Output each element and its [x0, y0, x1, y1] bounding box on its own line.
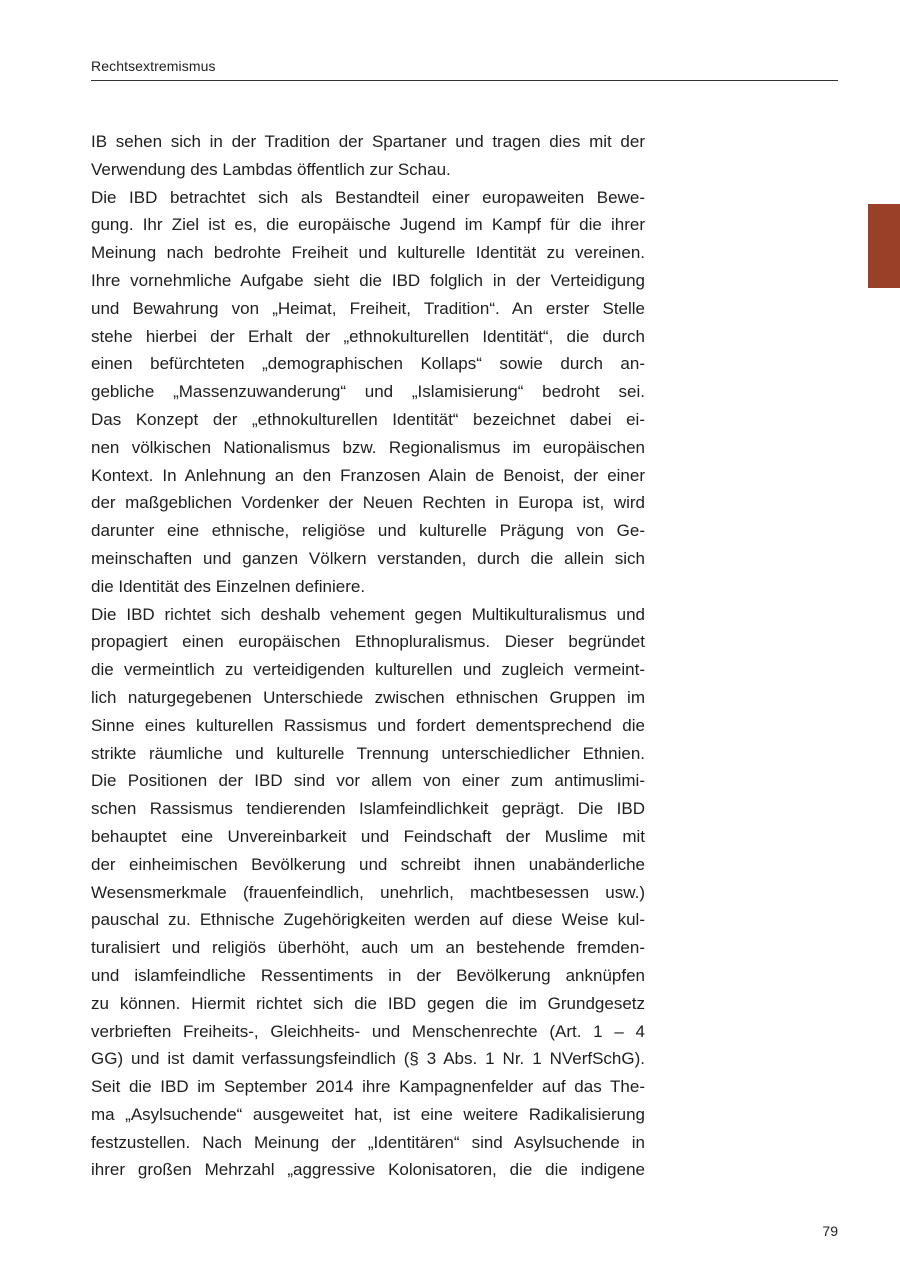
text-line: strikte räumliche und kulturelle Trennung unterschiedlicher Ethnien. — [91, 743, 645, 763]
text-line: Ihre vornehmliche Aufgabe sieht die IBD folglich in der Verteidigung — [91, 270, 645, 290]
text-line: Die IBD richtet sich deshalb vehement gegen Multikulturalismus und — [91, 604, 645, 624]
text-line: die vermeintlich zu verteidigenden kulturellen und zugleich vermeint- — [91, 660, 645, 680]
text-line: meinschaften und ganzen Völkern verstanden, durch die allein sich — [91, 548, 645, 568]
text-line: einen befürchteten „demographischen Kollaps“ sowie durch an- — [91, 354, 645, 374]
text-line: ma „Asylsuchende“ ausgeweitet hat, ist eine weitere Radikalisierung — [91, 1104, 645, 1124]
text-line: behauptet eine Unvereinbarkeit und Feindschaft der Muslime mit — [91, 826, 645, 846]
text-line: gung. Ihr Ziel ist es, die europäische Jugend im Kampf für die ihrer — [91, 215, 645, 235]
text-line: und Bewahrung von „Heimat, Freiheit, Tradition“. An erster Stelle — [91, 298, 645, 318]
text-line: Die Positionen der IBD sind vor allem von einer zum antimuslimi- — [91, 771, 645, 791]
body-text — [91, 128, 645, 1184]
text-line: zu können. Hiermit richtet sich die IBD gegen die im Grundgesetz — [91, 993, 645, 1013]
text-line: Meinung nach bedrohte Freiheit und kulturelle Identität zu vereinen. — [91, 243, 645, 263]
text-line: Wesensmerkmale (frauenfeindlich, unehrlich, machtbesessen usw.) — [91, 882, 645, 902]
text-line: Verwendung des Lambdas öffentlich zur Schau. — [91, 159, 451, 179]
running-header: Rechtsextremismus — [91, 58, 216, 74]
text-line: verbrieften Freiheits-, Gleichheits- und Menschenrechte (Art. 1 – 4 — [91, 1021, 645, 1041]
text-line: Das Konzept der „ethnokulturellen Identität“ bezeichnet dabei ei- — [91, 409, 645, 429]
text-line: nen völkischen Nationalismus bzw. Regionalismus im europäischen — [91, 437, 645, 457]
text-line: festzustellen. Nach Meinung der „Identitären“ sind Asylsuchende in — [91, 1132, 645, 1152]
text-line: darunter eine ethnische, religiöse und kulturelle Prägung von Ge- — [91, 521, 645, 541]
text-line: Seit die IBD im September 2014 ihre Kampagnenfelder auf das The- — [91, 1077, 645, 1097]
text-line: und islamfeindliche Ressentiments in der Bevölkerung anknüpfen — [91, 965, 645, 985]
text-line: GG) und ist damit verfassungsfeindlich (§ 3 Abs. 1 Nr. 1 NVerfSchG). — [91, 1049, 645, 1069]
text-line: Die IBD betrachtet sich als Bestandteil einer europaweiten Bewe- — [91, 187, 645, 207]
text-line: IB sehen sich in der Tradition der Spartaner und tragen dies mit der — [91, 132, 645, 151]
text-line: der einheimischen Bevölkerung und schreibt ihnen unabänderliche — [91, 854, 645, 874]
text-line: gebliche „Massenzuwanderung“ und „Islamisierung“ bedroht sei. — [91, 382, 645, 402]
text-line: pauschal zu. Ethnische Zugehörigkeiten werden auf diese Weise kul- — [91, 910, 645, 930]
text-line: turalisiert und religiös überhöht, auch um an bestehende fremden- — [91, 938, 645, 958]
header-rule — [91, 80, 838, 81]
text-line: Sinne eines kulturellen Rassismus und fordert dementsprechend die — [91, 715, 645, 735]
text-line: propagiert einen europäischen Ethnopluralismus. Dieser begründet — [91, 632, 645, 652]
text-line: lich naturgegebenen Unterschiede zwischen ethnischen Gruppen im — [91, 687, 645, 707]
text-line: stehe hierbei der Erhalt der „ethnokulturellen Identität“, die durch — [91, 326, 645, 346]
page-number: 79 — [822, 1223, 838, 1239]
chapter-thumb-tab — [868, 204, 900, 288]
text-line: der maßgeblichen Vordenker der Neuen Rechten in Europa ist, wird — [91, 493, 645, 513]
text-line: schen Rassismus tendierenden Islamfeindlichkeit geprägt. Die IBD — [91, 799, 645, 819]
text-line: die Identität des Einzelnen definiere. — [91, 576, 366, 596]
text-line: Kontext. In Anlehnung an den Franzosen Alain de Benoist, der einer — [91, 465, 645, 485]
text-line: ihrer großen Mehrzahl „aggressive Kolonisatoren, die die indigene — [91, 1160, 645, 1180]
